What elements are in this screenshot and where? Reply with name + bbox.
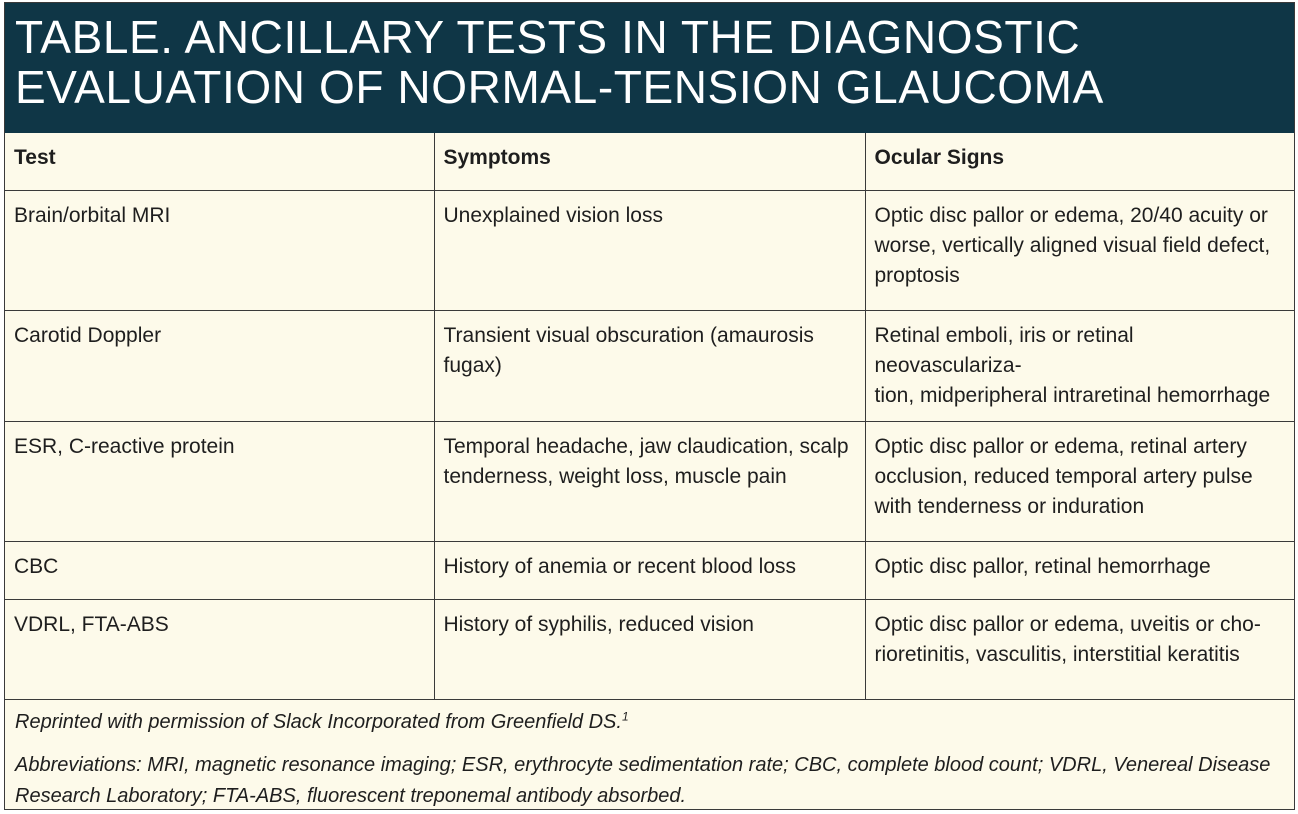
cell-signs: [865, 422, 1294, 542]
cell-line: rioretinitis, vasculitis, interstitial keratitis: [874, 643, 1240, 666]
cell-test: Brain/orbital MRI: [5, 191, 434, 311]
cell-line: Optic disc pallor or edema, 20/40 acuity or: [874, 204, 1268, 227]
cell-signs: [865, 191, 1294, 311]
cell-line: Retinal emboli, iris or retinal neovasculariza-: [874, 324, 1134, 377]
table-title-line-1: TABLE. ANCILLARY TESTS IN THE DIAGNOSTIC: [15, 11, 1081, 63]
cell-test: Carotid Doppler: [5, 311, 434, 422]
table-row: [5, 600, 1294, 700]
reprint-text: Reprinted with permission of Slack Incorporated from Greenfield DS.: [15, 711, 622, 733]
cell-symptoms: Unexplained vision loss: [434, 191, 865, 311]
cell-symptoms: History of syphilis, reduced vision: [434, 600, 865, 700]
cell-line: occlusion, reduced temporal artery pulse: [874, 465, 1253, 488]
table-footnotes: [5, 700, 1294, 812]
header-test: Test: [5, 133, 434, 191]
cell-test: ESR, C-reactive protein: [5, 422, 434, 542]
cell-line: Optic disc pallor or edema, retinal artery: [874, 435, 1247, 458]
cell-symptoms: [434, 311, 865, 422]
cell-line: Temporal headache, jaw claudication, scalp: [443, 435, 849, 458]
cell-signs: Optic disc pallor, retinal hemorrhage: [865, 542, 1294, 600]
cell-line: Optic disc pallor or edema, uveitis or cho-: [874, 613, 1261, 636]
cell-signs: [865, 311, 1294, 422]
cell-test: VDRL, FTA-ABS: [5, 600, 434, 700]
cell-line: tion, midperipheral intraretinal hemorrhage: [874, 384, 1271, 407]
table-title: [5, 3, 1294, 133]
table-title-line-2: EVALUATION OF NORMAL-TENSION GLAUCOMA: [15, 61, 1104, 113]
abbreviations-note: [15, 750, 1284, 812]
ancillary-tests-table: [5, 133, 1294, 700]
reference-marker: 1: [621, 709, 629, 724]
cell-signs: [865, 600, 1294, 700]
table-figure: [4, 2, 1295, 810]
table-row: [5, 311, 1294, 422]
abbreviations-line: Abbreviations: MRI, magnetic resonance imaging; ESR, erythrocyte sedimentation rate; CBC, complete blood count; VDRL, Venereal Disease: [15, 754, 1271, 776]
table-row: [5, 422, 1294, 542]
cell-line: worse, vertically aligned visual field defect,: [874, 234, 1271, 257]
abbreviations-line: Research Laboratory; FTA-ABS, fluorescent treponemal antibody absorbed.: [15, 785, 687, 807]
table-row: [5, 542, 1294, 600]
table-row: [5, 191, 1294, 311]
header-symptoms: Symptoms: [434, 133, 865, 191]
cell-line: proptosis: [874, 264, 960, 287]
cell-symptoms: History of anemia or recent blood loss: [434, 542, 865, 600]
header-ocular-signs: Ocular Signs: [865, 133, 1294, 191]
header-row: [5, 133, 1294, 191]
cell-line: fugax): [443, 354, 502, 377]
cell-line: tenderness, weight loss, muscle pain: [443, 465, 787, 488]
cell-symptoms: [434, 422, 865, 542]
reprint-note: [15, 707, 1284, 738]
cell-line: with tenderness or induration: [874, 495, 1145, 518]
cell-test: CBC: [5, 542, 434, 600]
cell-line: Transient visual obscuration (amaurosis: [443, 324, 814, 347]
